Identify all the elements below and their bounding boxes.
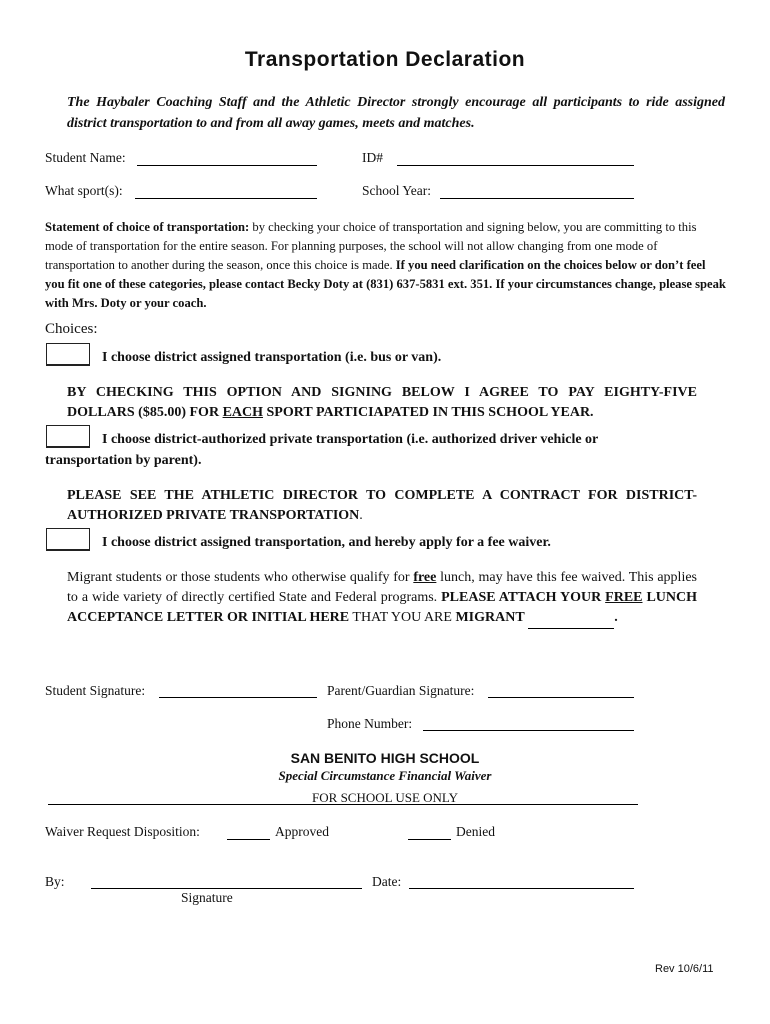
option2-label-a: I choose district-authorized private transportation (i.e. authorized driver vehicle or (102, 432, 599, 447)
migrant-free-2: FREE (605, 590, 643, 605)
migrant-text-a: Migrant students or those students who otherwise qualify for (67, 570, 414, 585)
student-name-field[interactable] (137, 165, 317, 166)
revision-label: Rev 10/6/11 (655, 963, 714, 975)
date-label: Date: (372, 874, 402, 889)
page-title: Transportation Declaration (244, 48, 526, 71)
parent-signature-field[interactable] (488, 697, 634, 698)
migrant-text-d: LUNCH ACCEPTANCE LETTER OR INITIAL HERE (67, 590, 697, 625)
sports-field[interactable] (135, 198, 317, 199)
option2-label-b: transportation by parent). (45, 453, 202, 468)
id-label: ID# (362, 150, 383, 165)
migrant-initial-field[interactable] (528, 608, 614, 629)
migrant-text-c: PLEASE ATTACH YOUR (441, 590, 606, 605)
migrant-text-e: THAT YOU ARE (349, 610, 456, 625)
option2-note (67, 486, 697, 526)
student-signature-label: Student Signature: (45, 683, 146, 698)
school-name: SAN BENITO HIGH SCHOOL (290, 750, 480, 766)
migrant-paragraph (67, 568, 697, 629)
phone-field[interactable] (423, 730, 634, 731)
migrant-free: free (413, 570, 437, 585)
office-use-label: FOR SCHOOL USE ONLY (312, 790, 458, 805)
migrant-text-f: MIGRANT (455, 610, 525, 625)
parent-signature-label: Parent/Guardian Signature: (327, 683, 475, 698)
by-signature-field[interactable] (91, 888, 362, 889)
approved-field[interactable] (227, 839, 270, 840)
option2-checkbox[interactable] (46, 425, 90, 448)
option3-checkbox[interactable] (46, 528, 90, 551)
option1-label: I choose district assigned transportation (i.e. bus or van). (102, 350, 442, 365)
migrant-text-b: lunch, may have this fee waived. This applies to a wide variety of directly certified State and Federal programs. (67, 570, 697, 605)
signature-caption: Signature (181, 890, 233, 905)
id-field[interactable] (397, 165, 634, 166)
migrant-text-g: . (614, 610, 618, 625)
statement-contact: If you need clarification on the choices below or don’t feel you fit one of these categories, please contact Becky Doty at (831) 637-5831 ext. 351. If your circumstances change, please speak with Mrs. Doty or your coach. (45, 258, 726, 310)
option3-label: I choose district assigned transportation, and hereby apply for a fee waiver. (102, 535, 551, 550)
school-year-label: School Year: (362, 183, 432, 198)
by-label: By: (45, 874, 65, 889)
statement-body: by checking your choice of transportation and signing below, you are committing to this mode of transportation for the entire season. For planning purposes, the school will not allow changing from one mode of transportation to another during the season, once this choice is made. (45, 220, 697, 272)
statement-lead: Statement of choice of transportation: (45, 220, 250, 234)
option1-checkbox[interactable] (46, 343, 90, 366)
option1-note-a: BY CHECKING THIS OPTION AND SIGNING BELOW I AGREE TO PAY EIGHTY-FIVE DOLLARS ($85.00) FOR (67, 385, 697, 420)
waiver-subtitle: Special Circumstance Financial Waiver (278, 768, 492, 783)
disposition-label: Waiver Request Disposition: (45, 824, 200, 839)
choices-label: Choices: (45, 321, 98, 337)
phone-label: Phone Number: (327, 716, 413, 731)
student-name-label: Student Name: (45, 150, 126, 165)
school-year-field[interactable] (440, 198, 634, 199)
statement-paragraph (45, 218, 727, 313)
denied-label: Denied (456, 824, 495, 839)
intro-paragraph: The Haybaler Coaching Staff and the Athletic Director strongly encourage all participants to ride assigned district transportation to and from all away games, meets and matches. (67, 95, 725, 131)
date-field[interactable] (409, 888, 634, 889)
option1-note (67, 383, 697, 423)
option1-note-b: SPORT PARTICIAPATED IN THIS SCHOOL YEAR. (263, 405, 594, 420)
student-signature-field[interactable] (159, 697, 317, 698)
option1-note-each: EACH (222, 405, 264, 420)
denied-field[interactable] (408, 839, 451, 840)
approved-label: Approved (275, 824, 329, 839)
option2-note-end: . (359, 508, 363, 523)
option2-note-text: PLEASE SEE THE ATHLETIC DIRECTOR TO COMPLETE A CONTRACT FOR DISTRICT-AUTHORIZED PRIVATE TRANSPORTATION (67, 488, 697, 523)
sports-label: What sport(s): (45, 183, 123, 198)
